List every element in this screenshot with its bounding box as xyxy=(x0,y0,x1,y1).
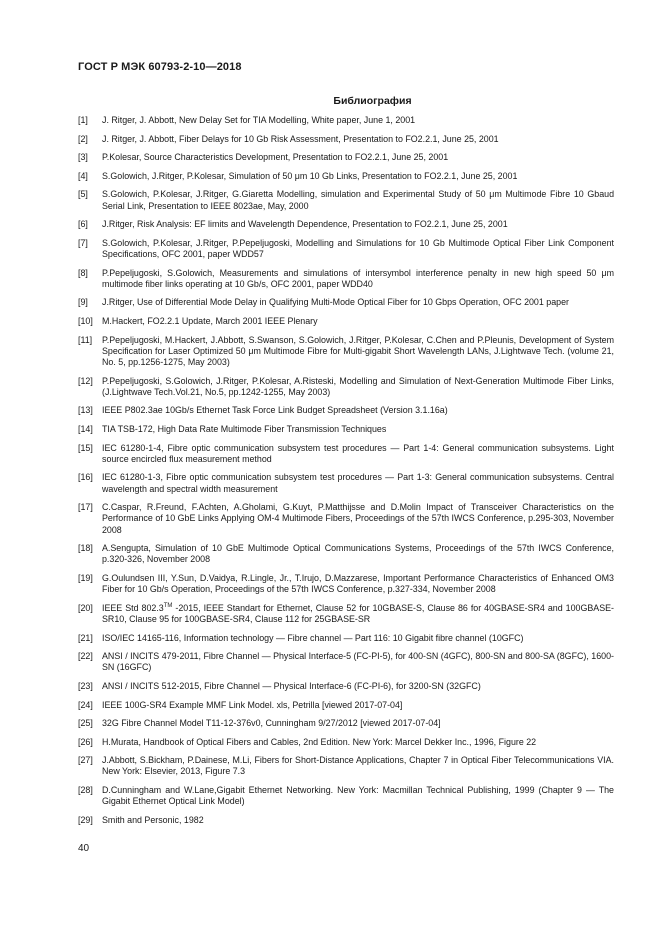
reference-text xyxy=(102,335,614,369)
reference-item xyxy=(78,718,614,729)
reference-text-body: IEEE P802.3ae 10Gb/s Ethernet Task Force Link Budget Spreadsheet (Version 3.1.16a) xyxy=(102,405,448,416)
reference-item xyxy=(78,472,614,494)
reference-item xyxy=(78,424,614,435)
reference-text-body: P.Pepeljugoski, M.Hackert, J.Abbott, S.Swanson, S.Golowich, J.Ritger, P.Kolesar, C.Chen and P.Pleunis, Development of System Specification for Laser Optimized 50 μm Multimode Fibre for Multi-gigabit Short Wavelength LANs, J.Lightwave Tech. (volume 21, No. 5, pp.1256-1275, May 2003) xyxy=(102,334,614,367)
reference-item xyxy=(78,335,614,369)
reference-list xyxy=(78,115,614,833)
reference-text-body: D.Cunningham and W.Lane,Gigabit Ethernet Networking. New York: Macmillan Technical Publishing, 1999 (Chapter 9 — The Gigabit Ethernet Optical Link Model) xyxy=(102,785,614,807)
reference-text-body: H.Murata, Handbook of Optical Fibers and Cables, 2nd Edition. New York: Marcel Dekker Inc., 1996, Figure 22 xyxy=(102,736,537,747)
reference-number: [19] xyxy=(78,572,93,583)
reference-text-body: P.Pepeljugoski, S.Golowich, J.Ritger, P.Kolesar, A.Risteski, Modelling and Simulation of Next-Generation Multimode Fiber Links, (J.Lightwave Tech.Vol.21, No.5, pp.1242-1255, May 2003) xyxy=(102,375,614,397)
reference-number: [5] xyxy=(78,189,88,200)
reference-text xyxy=(102,502,614,536)
reference-text xyxy=(102,189,614,211)
reference-text xyxy=(102,443,614,465)
reference-item xyxy=(78,443,614,465)
bibliography-title: Библиография xyxy=(333,95,412,107)
reference-number: [12] xyxy=(78,375,93,386)
reference-number: [9] xyxy=(78,297,88,308)
reference-text xyxy=(102,573,614,595)
reference-text xyxy=(102,472,614,494)
reference-item xyxy=(78,115,614,126)
reference-number: [26] xyxy=(78,736,93,747)
reference-text-body: ISO/IEC 14165-116, Information technology — Fibre channel — Part 116: 10 Gigabit fibre channel (10GFC) xyxy=(102,632,524,643)
trademark-superscript: TM xyxy=(163,602,173,609)
reference-text xyxy=(102,543,614,565)
reference-number: [3] xyxy=(78,152,88,163)
reference-text xyxy=(102,633,614,644)
reference-item xyxy=(78,268,614,290)
reference-number: [27] xyxy=(78,755,93,766)
reference-item xyxy=(78,633,614,644)
reference-number: [16] xyxy=(78,472,93,483)
reference-number: [6] xyxy=(78,219,88,230)
reference-number: [22] xyxy=(78,651,93,662)
reference-number: [15] xyxy=(78,442,93,453)
reference-item xyxy=(78,316,614,327)
page-number: 40 xyxy=(78,843,90,854)
reference-text xyxy=(102,755,614,777)
reference-item xyxy=(78,785,614,807)
reference-number: [20] xyxy=(78,602,93,613)
reference-item xyxy=(78,219,614,230)
reference-text xyxy=(102,152,614,163)
reference-text-body: 32G Fibre Channel Model T11-12-376v0, Cunningham 9/27/2012 [viewed 2017-07-04] xyxy=(102,718,441,729)
reference-item xyxy=(78,681,614,692)
reference-text xyxy=(102,316,614,327)
reference-text-body: ANSI / INCITS 512-2015, Fibre Channel — Physical Interface-6 (FC-PI-6), for 3200-SN (32GFC) xyxy=(102,680,481,691)
reference-item xyxy=(78,405,614,416)
reference-number: [21] xyxy=(78,632,93,643)
reference-text xyxy=(102,134,614,145)
reference-text xyxy=(102,424,614,435)
reference-text xyxy=(102,238,614,260)
reference-number: [29] xyxy=(78,814,93,825)
reference-number: [2] xyxy=(78,133,88,144)
reference-text-body: G.Oulundsen III, Y.Sun, D.Vaidya, R.Lingle, Jr., T.Irujo, D.Mazzarese, Important Performance Characteristics of Enhanced OM3 Fiber for 10 Gb/s Operation, Proceedings of the 57th IWCS Conference, p.327-334, November 2008 xyxy=(102,572,614,595)
reference-number: [25] xyxy=(78,718,93,729)
reference-item xyxy=(78,603,614,625)
reference-text-body: M.Hackert, FO2.2.1 Update, March 2001 IEEE Plenary xyxy=(102,315,318,326)
reference-number: [7] xyxy=(78,237,88,248)
reference-number: [11] xyxy=(78,334,93,345)
reference-number: [24] xyxy=(78,699,93,710)
reference-number: [18] xyxy=(78,543,93,554)
reference-text-body: IEC 61280-1-3, Fibre optic communication subsystem test procedures — Part 1-3: General communication subsystems. Central wavelength and spectral width measurement xyxy=(102,472,614,494)
reference-item xyxy=(78,502,614,536)
reference-text xyxy=(102,297,614,308)
reference-number: [23] xyxy=(78,680,93,691)
reference-text-prefix: IEEE Std 802.3 xyxy=(102,602,164,613)
reference-text xyxy=(102,681,614,692)
reference-text-body: S.Golowich, P.Kolesar, J.Ritger, P.Pepeljugoski, Modelling and Simulations for 10 Gb Multimode Optical Fiber Link Component Specifications, OFC 2001, paper WDD57 xyxy=(102,237,614,259)
reference-text-body: J.Ritger, Risk Analysis: EF limits and Wavelength Dependence, Presentation to FO2.2.1, June 25, 2001 xyxy=(102,219,508,230)
reference-text-body: P.Kolesar, Source Characteristics Development, Presentation to FO2.2.1, June 25, 2001 xyxy=(102,152,449,163)
reference-text-body: ANSI / INCITS 479-2011, Fibre Channel — Physical Interface-5 (FC-PI-5), for 400-SN (4GFC), 800-SN and 800-SA (8GFC), 1600-SN (16GFC) xyxy=(102,651,614,673)
reference-text-body: IEEE 100G-SR4 Example MMF Link Model. xls, Petrilla [viewed 2017-07-04] xyxy=(102,699,403,710)
reference-text xyxy=(102,815,614,826)
reference-text-body: Smith and Personic, 1982 xyxy=(102,814,204,825)
standard-header: ГОСТ Р МЭК 60793-2-10—2018 xyxy=(78,61,242,73)
reference-item xyxy=(78,134,614,145)
reference-text xyxy=(102,700,614,711)
reference-text xyxy=(102,718,614,729)
reference-number: [10] xyxy=(78,315,93,326)
reference-item xyxy=(78,815,614,826)
reference-number: [28] xyxy=(78,785,93,796)
reference-text-body: TIA TSB-172, High Data Rate Multimode Fiber Transmission Techniques xyxy=(102,423,387,434)
reference-item xyxy=(78,171,614,182)
reference-text-body: IEC 61280-1-4, Fibre optic communication subsystem test procedures — Part 1-4: General communication subsystems. Light source encircled flux measurement method xyxy=(102,442,614,464)
reference-item xyxy=(78,755,614,777)
reference-item xyxy=(78,297,614,308)
reference-text xyxy=(102,115,614,126)
reference-item xyxy=(78,651,614,673)
reference-item xyxy=(78,573,614,595)
reference-text xyxy=(102,376,614,398)
reference-number: [17] xyxy=(78,502,93,513)
reference-text-body: J. Ritger, J. Abbott, New Delay Set for TIA Modelling, White paper, June 1, 2001 xyxy=(102,115,416,125)
reference-text xyxy=(102,651,614,673)
reference-text-body: J.Ritger, Use of Differential Mode Delay in Qualifying Multi-Mode Optical Fiber for 10 Gbps Operation, OFC 2001 paper xyxy=(102,297,569,308)
reference-item xyxy=(78,152,614,163)
reference-number: [4] xyxy=(78,170,88,181)
reference-text xyxy=(102,268,614,290)
reference-text xyxy=(102,737,614,748)
reference-item xyxy=(78,238,614,260)
reference-number: [1] xyxy=(78,115,88,125)
reference-number: [8] xyxy=(78,267,88,278)
reference-text xyxy=(102,171,614,182)
reference-number: [14] xyxy=(78,423,93,434)
reference-text-body: A.Sengupta, Simulation of 10 GbE Multimode Optical Communications Systems, Proceedings of the 57th IWCS Conference, p.320-326, November 2008 xyxy=(102,543,614,565)
reference-item xyxy=(78,543,614,565)
reference-text-body: S.Golowich, P.Kolesar, J.Ritger, G.Giaretta Modelling, simulation and Experimental Study of 50 μm Multimode Fibre 10 Gbaud Serial Link, Presentation to IEEE 8023ae, May, 2000 xyxy=(102,189,614,211)
reference-item xyxy=(78,189,614,211)
reference-text-body: -2015, IEEE Standart for Ethernet, Clause 52 for 10GBASE-S, Clause 86 for 40GBASE-SR4 and 100GBASE-SR10, Clause 95 for 100GBASE-SR4, Clause 112 for 25GBASE-SR xyxy=(102,602,614,624)
reference-text-body: C.Caspar, R.Freund, F.Achten, A.Gholami, G.Kuyt, P.Matthijsse and D.Molin Impact of Transceiver Characteristics on the Performance of 10 GbE Links Applying OM-4 Multimode Fibers, Proceedings of the 57th IWCS Conference, p.295-303, November 2008 xyxy=(102,502,614,535)
reference-text xyxy=(102,603,614,625)
reference-item xyxy=(78,737,614,748)
reference-text xyxy=(102,405,614,416)
reference-item xyxy=(78,700,614,711)
reference-text-body: J.Abbott, S.Bickham, P.Dainese, M.Li, Fibers for Short-Distance Applications, Chapter 7 in Optical Fiber Telecommunications VIA. New York: Elsevier, 2013, Figure 7.3 xyxy=(102,755,614,777)
reference-text-body: P.Pepeljugoski, S.Golowich, Measurements and simulations of intersymbol interference penalty in new high speed 50 μm multimode fiber links operating at 10 Gb/s, OFC 2001, paper WDD40 xyxy=(102,267,614,289)
reference-item xyxy=(78,376,614,398)
reference-text xyxy=(102,785,614,807)
reference-text xyxy=(102,219,614,230)
reference-text-body: S.Golowich, J.Ritger, P.Kolesar, Simulation of 50 μm 10 Gb Links, Presentation to FO2.2.1, June 25, 2001 xyxy=(102,170,518,181)
reference-text-body: J. Ritger, J. Abbott, Fiber Delays for 10 Gb Risk Assessment, Presentation to FO2.2.1, June 25, 2001 xyxy=(102,133,499,144)
reference-number: [13] xyxy=(78,405,93,416)
